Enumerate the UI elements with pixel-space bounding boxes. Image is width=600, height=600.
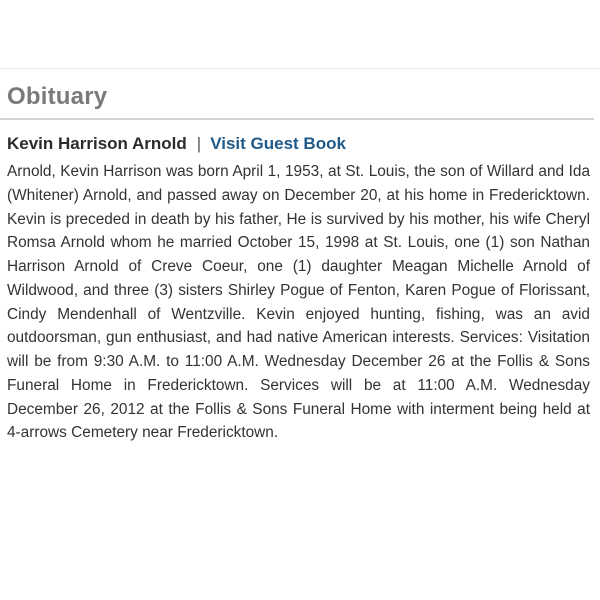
section-title-underline <box>0 118 594 120</box>
obituary-heading <box>7 132 346 156</box>
heading-divider: | <box>196 134 202 153</box>
visit-guest-book-link[interactable]: Visit Guest Book <box>210 134 346 153</box>
deceased-name: Kevin Harrison Arnold <box>7 134 187 153</box>
top-divider <box>0 68 600 69</box>
section-title: Obituary <box>7 83 108 110</box>
obituary-text: Arnold, Kevin Harrison was born April 1, 1953, at St. Louis, the son of Willard and Ida (Whitener) Arnold, and passed away on December 20, at his home in Fredericktown. Kevin is preceded in death by his father, He is survived by his mother, his wife Cheryl Romsa Arnold whom he married October 15, 1998 at St. Louis, one (1) son Nathan Harrison Arnold of Creve Coeur, one (1) daughter Meagan Michelle Arnold of Wildwood, and three (3) sisters Shirley Pogue of Fenton, Karen Pogue of Florissant, Cindy Mendenhall of Wentzville. Kevin enjoyed hunting, fishing, was an avid outdoorsman, gun enthusiast, and had native American interests. Services: Visitation will be from 9:30 A.M. to 11:00 A.M. Wednesday December 26 at the Follis & Sons Funeral Home in Fredericktown. Services will be at 11:00 A.M. Wednesday December 26, 2012 at the Follis & Sons Funeral Home with interment being held at 4-arrows Cemetery near Fredericktown. <box>7 163 590 442</box>
